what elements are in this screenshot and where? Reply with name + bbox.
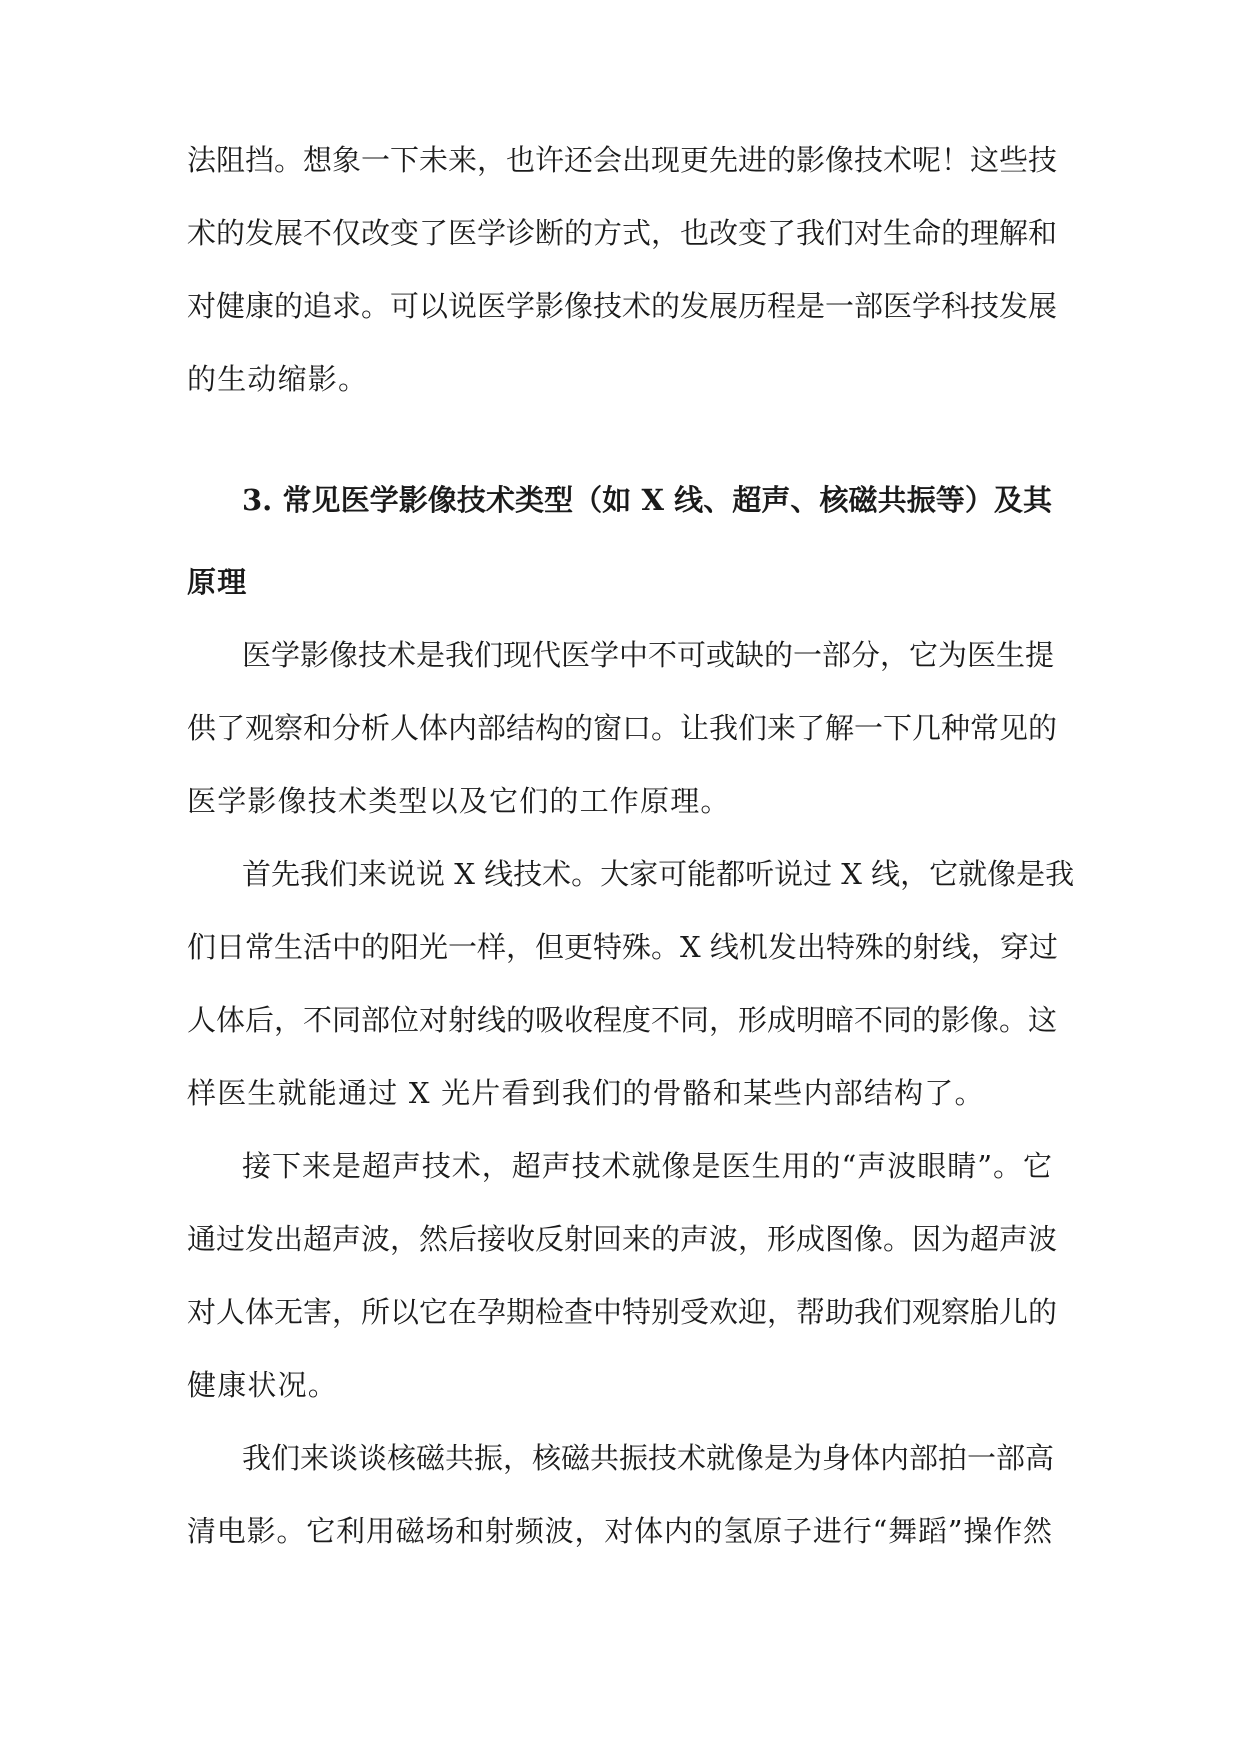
text-line: 通过发出超声波，然后接收反射回来的声波，形成图像。因为超声波 — [187, 1222, 1058, 1256]
section-heading-continued: 原理 — [187, 565, 248, 599]
text-line: 医学影像技术类型以及它们的工作原理。 — [187, 784, 731, 818]
text-line: 术的发展不仅改变了医学诊断的方式，也改变了我们对生命的理解和 — [187, 216, 1058, 250]
text-line: 健康状况。 — [187, 1368, 339, 1402]
text-line: 首先我们来说说 X 线技术。大家可能都听说过 X 线，它就像是我 — [242, 857, 1075, 891]
section-heading: 3. 常见医学影像技术类型（如 X 线、超声、核磁共振等）及其 — [242, 483, 1052, 517]
text-line: 对健康的追求。可以说医学影像技术的发展历程是一部医学科技发展 — [187, 289, 1058, 323]
text-line: 接下来是超声技术，超声技术就像是医生用的“声波眼睛”。它 — [242, 1149, 1052, 1183]
text-line: 供了观察和分析人体内部结构的窗口。让我们来了解一下几种常见的 — [187, 711, 1058, 745]
text-line: 对人体无害，所以它在孕期检查中特别受欢迎，帮助我们观察胎儿的 — [187, 1295, 1058, 1329]
text-line: 我们来谈谈核磁共振，核磁共振技术就像是为身体内部拍一部高 — [242, 1441, 1055, 1475]
text-line: 的生动缩影。 — [187, 362, 369, 396]
text-line: 人体后，不同部位对射线的吸收程度不同，形成明暗不同的影像。这 — [187, 1003, 1058, 1037]
text-line: 法阻挡。想象一下未来，也许还会出现更先进的影像技术呢！这些技 — [187, 143, 1058, 177]
text-line: 样医生就能通过 X 光片看到我们的骨骼和某些内部结构了。 — [187, 1076, 985, 1110]
text-line: 清电影。它利用磁场和射频波，对体内的氢原子进行“舞蹈”操作然 — [187, 1514, 1052, 1548]
text-line: 医学影像技术是我们现代医学中不可或缺的一部分，它为医生提 — [242, 638, 1055, 672]
text-line: 们日常生活中的阳光一样，但更特殊。X 线机发出特殊的射线，穿过 — [187, 930, 1058, 964]
